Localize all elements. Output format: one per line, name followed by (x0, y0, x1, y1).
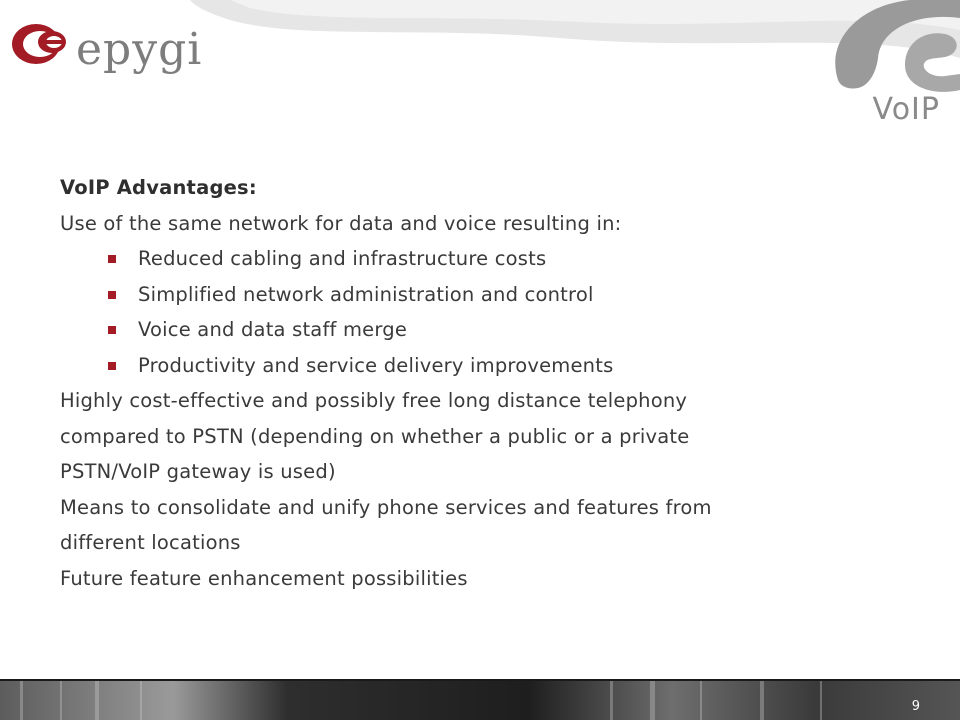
body-text: different locations (60, 531, 241, 554)
square-bullet-icon (108, 362, 116, 370)
body-text: Means to consolidate and unify phone services and features from (60, 495, 712, 519)
square-bullet-icon (108, 291, 116, 299)
epygi-swirl-icon (8, 14, 78, 74)
body-text: compared to PSTN (depending on whether a public or a private (60, 424, 690, 448)
body-text: PSTN/VoIP gateway is used) (60, 460, 336, 483)
slide-title: VoIP (872, 92, 940, 127)
bullet-item: Simplified network administration and control (60, 277, 920, 313)
square-bullet-icon (108, 255, 116, 263)
bullet-item: Reduced cabling and infrastructure costs (60, 241, 920, 277)
body-text: Highly cost-effective and possibly free long distance telephony (60, 389, 688, 412)
section-heading: VoIP Advantages: (60, 176, 257, 199)
bullet-item: Voice and data staff merge (60, 312, 920, 348)
epygi-logo (8, 14, 208, 74)
body-text: Future feature enhancement possibilities (60, 566, 468, 590)
footer-band-decoration (0, 679, 960, 720)
logo-wordmark: epygi (76, 24, 203, 75)
body-text: Use of the same network for data and voice resulting in: (60, 211, 622, 235)
square-bullet-icon (108, 326, 116, 334)
page-number: 9 (911, 699, 920, 714)
slide-body (60, 170, 920, 596)
bullet-item: Productivity and service delivery improvements (60, 348, 920, 384)
